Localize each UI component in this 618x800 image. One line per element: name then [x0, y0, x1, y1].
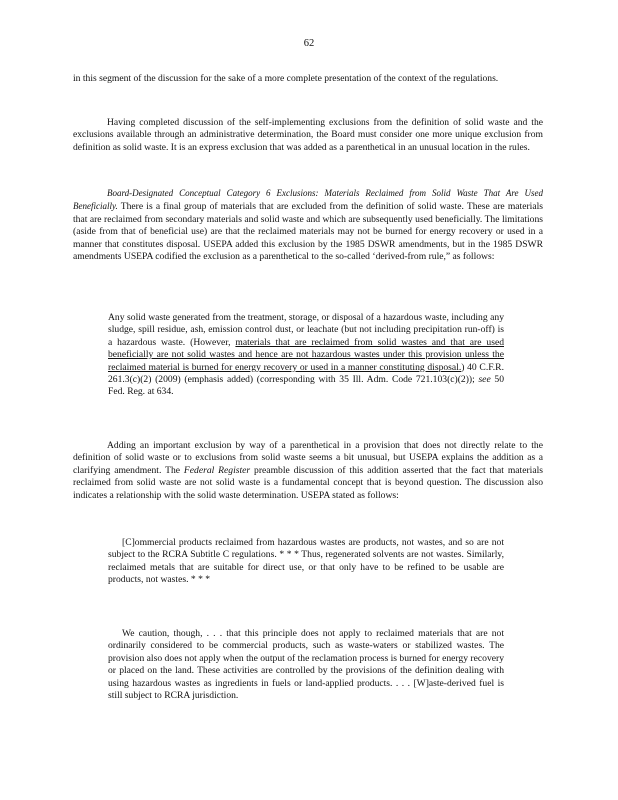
paragraph-4-text — [73, 440, 543, 502]
block-quote-1-text — [108, 312, 504, 399]
paragraph-3 — [73, 187, 543, 263]
paragraph-4-part-b: preamble discussion of this addition asserted that the fact that materials reclaimed from solid waste are not solid waste is a fundamental concept that is beyond question. The discussion also indicates a relationship with the solid waste determination. USEPA stated as follows: — [73, 464, 543, 501]
paragraph-3-text — [73, 187, 543, 263]
paragraph-4-part-a: Adding an important exclusion by way of a parenthetical in a provision that does not directly relate to the definition of solid waste or to exclusions from solid waste seems a bit unusual, but USEPA explains the addition as a clarifying amendment. The — [73, 440, 543, 476]
block-quote-3-text: We caution, though, . . . that this principle does not apply to reclaimed materials that are not ordinarily considered to be commercial products, such as waste-waters or stabilized wastes. The provision also does not apply when the output of the reclamation process is burned for energy recovery or placed on the land. These activities are controlled by the provisions of the definition dealing with using hazardous wastes as ingredients in fuels or land-applied products. . . . [W]aste-derived fuel is still subject to RCRA jurisdiction. — [108, 628, 504, 702]
block-quote-3 — [108, 628, 504, 702]
paragraph-1 — [73, 73, 543, 85]
quote-1-see: see — [478, 374, 491, 386]
section-heading: Board-Designated Conceptual Category 6 Exclusions: Materials Reclaimed from Solid Waste That Are Used Beneficially. — [73, 188, 543, 212]
block-quote-2-text: [C]ommercial products reclaimed from hazardous wastes are products, not wastes, and so are not subject to the RCRA Subtitle C regulations. * * * Thus, regenerated solvents are not wastes. Similarly, reclaimed metals that are suitable for direct use, or that only have to be refined to be usable are products, not wastes. * * * — [108, 537, 504, 586]
paragraph-4 — [73, 440, 543, 502]
quote-1-part-b: ) 40 C.F.R. 261.3(c)(2) (2009) (emphasis added) (corresponding with 35 Ill. Adm. Code 721.103(c)(2)); — [108, 361, 504, 386]
paragraph-2 — [73, 117, 543, 154]
quote-1-part-a: Any solid waste generated from the treatment, storage, or disposal of a hazardous waste, including any sludge, spill residue, ash, emission control dust, or leachate (but not including precipitation run-off) is a hazardous waste. (However, — [108, 312, 504, 348]
quote-1-emphasis: materials that are reclaimed from solid wastes and that are used beneficially are not solid wastes and hence are not hazardous wastes under this provision unless the reclaimed material is burned for energy recovery or used in a manner constituting disposal. — [108, 336, 504, 373]
block-quote-1 — [108, 312, 504, 399]
block-quote-2 — [108, 537, 504, 587]
page-number: 62 — [303, 38, 315, 49]
paragraph-2-text: Having completed discussion of the self-implementing exclusions from the definition of solid waste and the exclusions available through an administrative determination, the Board must consider one more unique exclusion from definition as solid waste. It is an express exclusion that was added as a parenthetical in an unusual location in the rules. — [73, 117, 543, 153]
paragraph-3-body: There is a final group of materials that are excluded from the definition of solid waste. These are materials that are reclaimed from secondary materials and solid waste and which are subsequently used beneficially. The limitations (aside from that of beneficial use) are that the reclaimed materials may not be burned for energy recovery or used in a manner that constitutes disposal. USEPA added this exclusion by the 1985 DSWR amendments, but in the 1985 DSWR amendments USEPA codified the exclusion as a parenthetical to the so-called ‘derived-from rule,” as follows: — [73, 201, 543, 263]
paragraph-1-text: in this segment of the discussion for the sake of a more complete presentation of the context of the regulations. — [73, 73, 499, 84]
federal-register-title: Federal Register — [183, 464, 251, 476]
quote-1-part-c: 50 Fed. Reg. at 634. — [108, 374, 504, 398]
